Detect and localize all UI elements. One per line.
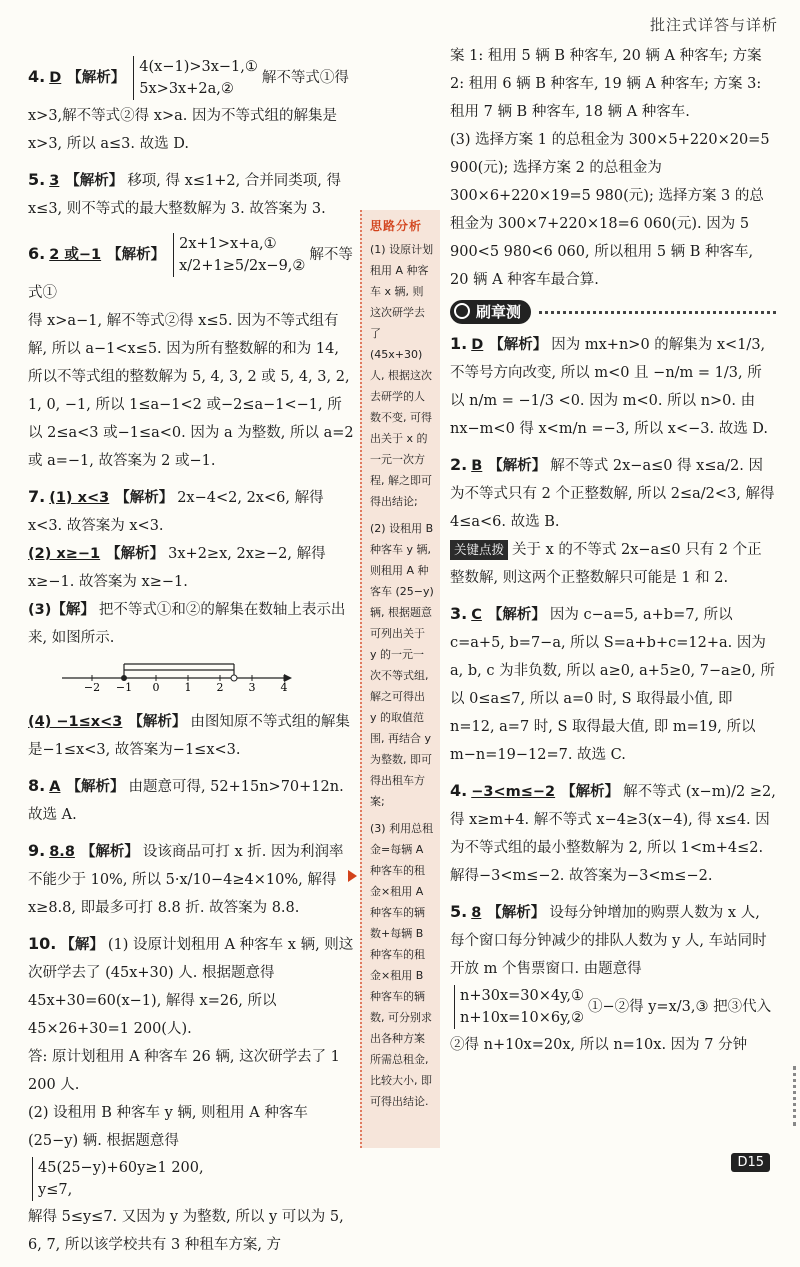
- analysis-tag: 【解析】: [65, 173, 124, 189]
- answer-value: (2) x≥−1: [28, 546, 101, 562]
- analysis-tag: 【解析】: [107, 247, 166, 263]
- sidebar-note-3: (3) 利用总租金=每辆 A 种客车的租金×租用 A 种客车的辆数+每辆 B 种客车的租金×租用 B 种客车的辆数, 可分别求出各种方案所需总租金, 比较大小, 即可得出结论.: [370, 822, 434, 1108]
- system-line-2: x/2+1≥5/2x−9,②: [179, 258, 306, 274]
- sidebar-note-1: (1) 设原计划租用 A 种客车 x 辆, 则这次研学去了 (45x+30) 人, 根据这次去研学的人数不变, 可得出关于 x 的一元一次方程, 解之即可得出结论;: [370, 243, 434, 508]
- question-number: 9.: [28, 841, 46, 860]
- question-number: 5.: [28, 170, 46, 189]
- answer-part-1: (1) x<3: [49, 490, 110, 506]
- answer-text: 把不等式①和②的解集在数轴上表示出来, 如图所示.: [28, 602, 346, 646]
- answer-8: [28, 772, 354, 829]
- answer-text: 解不等式①: [28, 247, 353, 301]
- answer-text: 解不等式①得: [261, 70, 349, 86]
- answer-5: [28, 166, 354, 223]
- pointer-arrow-icon: [348, 870, 357, 882]
- inequality-system: [173, 233, 305, 277]
- answer-text: 解不等式 2x−a≤0 得 x≤a/2. 因为不等式只有 2 个正整数解, 所以 2≤a/2<3, 解得 4≤a<6. 故选 B.: [450, 458, 775, 530]
- analysis-tag: 【解析】: [488, 458, 547, 474]
- answer-part-2: [28, 540, 354, 596]
- edge-decoration: [781, 1066, 796, 1126]
- analysis-tag: 【解析】: [80, 844, 139, 860]
- chapter-answer-4: [450, 777, 776, 890]
- answer-text: 2x−4<2, 2x<6, 解得 x<3. 故答案为 x<3.: [28, 490, 324, 534]
- analysis-tag: 【解析】: [106, 546, 165, 562]
- equation-system: [454, 985, 584, 1029]
- answer-choice: C: [471, 607, 482, 623]
- answer-choice: D: [49, 70, 62, 86]
- answer-7: [28, 483, 354, 764]
- answer-choice: B: [471, 458, 483, 474]
- answer-text: [450, 983, 776, 1059]
- dotted-divider: [539, 311, 776, 314]
- question-number: 10.: [28, 934, 57, 953]
- answer-choice: 2 或−1: [49, 247, 102, 263]
- system-line-1: 45(25−y)+60y≥1 200,: [38, 1160, 204, 1176]
- question-number: 5.: [450, 902, 468, 921]
- right-column: [450, 42, 776, 1067]
- answer-text: 3x+2≥x, 2x≥−2, 解得 x≥−1. 故答案为 x≥−1.: [28, 546, 326, 590]
- answer-text: 设该商品可打 x 折. 因为利润率不能少于 10%, 所以 5·x/10−4≥4×10%, 解得 x≥8.8, 即最多可打 8.8 折. 故答案为 8.8.: [28, 844, 344, 916]
- tick-label: 4: [280, 681, 288, 692]
- question-number: 7.: [28, 487, 46, 506]
- answer-part-4: [28, 708, 354, 764]
- tick-label: 0: [152, 681, 160, 692]
- thinking-analysis-sidebar: [360, 210, 440, 1148]
- system-line-1: 2x+1>x+a,①: [179, 236, 277, 252]
- inequality-system: [133, 56, 258, 100]
- question-number: 4.: [28, 67, 46, 86]
- chapter-answer-3: [450, 600, 776, 769]
- answer-text: 因为 c−a=5, a+b=7, 所以 c=a+5, b=7−a, 所以 S=a+b+c=12+a. 因为 a, b, c 为非负数, 所以 a≥0, a+5≥0, 7−a≥0, 所以 0≤a≤7, 所以 a=0 时, S 取得最小值, 即 n=12, a=7 时, S 取得最大值, 即 m=19, 所以 m−n=19−12=7. 故选 C.: [450, 607, 775, 763]
- analysis-tag: 【解析】: [128, 714, 187, 730]
- key-point-text: 关于 x 的不等式 2x−a≤0 只有 2 个正整数解, 则这两个正整数解只可能是 1 和 2.: [450, 542, 762, 586]
- analysis-tag: 【解析】: [561, 784, 620, 800]
- answer-text: ①−②得 y=x/3,③ 把③代入②得 n+10x=20x, 所以 n=10x. 因为 7 分钟: [450, 999, 772, 1053]
- answer-10: [28, 930, 354, 1259]
- system-line-1: n+30x=30×4y,①: [460, 988, 584, 1004]
- section-badge: 刷章测: [450, 300, 531, 324]
- inequality-system: [32, 1157, 204, 1201]
- tick-label: −1: [115, 681, 133, 692]
- analysis-tag: 【解析】: [489, 337, 548, 353]
- solution-tag: 【解】: [60, 937, 104, 953]
- answer-text: (3) 选择方案 1 的总租金为 300×5+220×20=5 900(元); 选择方案 2 的总租金为 300×6+220×19=5 980(元); 选择方案 3 的总租金为 300×7+220×18=6 060(元). 因为 5 900<5 980<6 060, 所以租用 5 辆 B 种客车, 20 辆 A 种客车最合算.: [450, 132, 770, 288]
- answer-9: [28, 837, 354, 922]
- answer-part-2: [28, 1099, 354, 1203]
- question-number: 4.: [450, 781, 468, 800]
- question-number: 3.: [450, 604, 468, 623]
- system-line-2: y≤7,: [38, 1182, 73, 1198]
- analysis-tag: 【解析】: [115, 490, 174, 506]
- tick-label: 2: [216, 681, 224, 692]
- question-number: 8.: [28, 776, 46, 795]
- answer-text: 案 1: 租用 5 辆 B 种客车, 20 辆 A 种客车; 方案 2: 租用 6 辆 B 种客车, 19 辆 A 种客车; 方案 3: 租用 7 辆 B 种客车, 18 辆 A 种客车.: [450, 48, 762, 120]
- page-number: D15: [731, 1153, 770, 1172]
- answer-part-3: [28, 596, 354, 652]
- answer-text: (2) 设租用 B 种客车 y 辆, 则租用 A 种客车 (25−y) 辆. 根据题意得: [28, 1105, 308, 1149]
- answer-text: (1) 设原计划租用 A 种客车 x 辆, 则这次研学去了 (45x+30) 人. 根据题意得 45x+30=60(x−1), 解得 x=26, 所以 45×26+30=1 200(人).: [28, 937, 354, 1037]
- answer-6: [28, 231, 354, 475]
- analysis-tag: 【解析】: [487, 607, 546, 623]
- section-header: [450, 300, 776, 324]
- answer-text: 因为 mx+n>0 的解集为 x<1/3, 不等号方向改变, 所以 m<0 且 −n/m = 1/3, 所以 n/m = −1/3 <0. 因为 m<0. 所以 n>0. 由 nx−m<0 得 x<m/n =−3, 所以 x<−3. 故选 D.: [450, 337, 769, 437]
- answer-text: 由图知原不等式组的解集是−1≤x<3, 故答案为−1≤x<3.: [28, 714, 350, 758]
- tick-label: −2: [83, 681, 101, 692]
- answer-choice: 8: [471, 905, 482, 921]
- answer-4: [28, 54, 354, 158]
- analysis-tag: 【解析】: [487, 905, 546, 921]
- question-number: 6.: [28, 244, 46, 263]
- answer-value: (4) −1≤x<3: [28, 714, 123, 730]
- system-line-1: 4(x−1)>3x−1,①: [139, 59, 258, 75]
- key-point-tag: 关键点拨: [450, 540, 508, 560]
- answer-choice: A: [49, 779, 61, 795]
- answer-text: x>3,解不等式②得 x>a. 因为不等式组的解集是 x>3, 所以 a≤3. 故选 D.: [28, 108, 337, 152]
- tick-label: 1: [184, 681, 192, 692]
- answer-text: 得 x>a−1, 解不等式②得 x≤5. 因为不等式组有解, 所以 a−1<x≤5. 因为所有整数解的和为 14, 所以不等式组的整数解为 5, 4, 3, 2 或 5, 4, 3, 2, 1, 0, −1, 所以 1≤a−1<2 或−2≤a−1<−1, 所以 2≤a<3 或−1≤a<0. 因为 a 为整数, 所以 a=2 或 a=−1, 故答案为 2 或−1.: [28, 313, 354, 469]
- system-line-2: n+10x=10×6y,②: [460, 1010, 584, 1026]
- open-point-icon: [231, 675, 237, 681]
- analysis-tag: 【解析】: [67, 70, 126, 86]
- answer-choice: −3<m≤−2: [471, 784, 556, 800]
- answer-choice: 3: [49, 173, 60, 189]
- chapter-answer-5: [450, 898, 776, 1059]
- page-header: 批注式详答与详析: [649, 16, 778, 34]
- system-line-2: 5x>3x+2a,②: [139, 81, 234, 97]
- sidebar-note-2: (2) 设租用 B 种客车 y 辆, 则租用 A 种客车 (25−y) 辆, 根据题意可列出关于 y 的一元一次不等式组, 解之可得出 y 的取值范围, 再结合 y 为整数, 即可得出租车方案;: [370, 522, 434, 808]
- question-number: 2.: [450, 455, 468, 474]
- answer-text: 解不等式 (x−m)/2 ≥2, 得 x≥m+4. 解不等式 x−4≥3(x−4), 得 x≤4. 因为不等式组的最小整数解为 2, 所以 1<m+4≤2. 解得−3<m≤−2. 故答案为−3<m≤−2.: [450, 784, 776, 884]
- answer-choice: 8.8: [49, 844, 75, 860]
- answer-choice: D: [471, 337, 484, 353]
- answer-text: 设每分钟增加的购票人数为 x 人, 每个窗口每分钟减少的排队人数为 y 人, 车站同时开放 m 个售票窗口. 由题意得: [450, 905, 767, 977]
- answer-text: 解得 5≤y≤7. 又因为 y 为整数, 所以 y 可以为 5, 6, 7, 所以该学校共有 3 种租车方案, 方: [28, 1209, 344, 1253]
- chapter-answer-2: [450, 451, 776, 592]
- key-point: [450, 536, 776, 592]
- question-number: 1.: [450, 334, 468, 353]
- analysis-tag: 【解析】: [66, 779, 125, 795]
- sidebar-title: 思路分析: [370, 219, 423, 233]
- number-line-figure: [62, 656, 292, 692]
- left-column: [28, 54, 354, 1267]
- answer-text: 移项, 得 x≤1+2, 合并同类项, 得 x≤3, 则不等式的最大整数解为 3. 故答案为 3.: [28, 173, 342, 217]
- chapter-answer-1: [450, 330, 776, 443]
- tick-label: 3: [248, 681, 256, 692]
- closed-point-icon: [121, 675, 127, 681]
- answer-statement: 答: 原计划租用 A 种客车 26 辆, 这次研学去了 1 200 人.: [28, 1049, 340, 1093]
- solution-tag: (3)【解】: [28, 602, 95, 618]
- answer-text: 由题意可得, 52+15n>70+12n. 故选 A.: [28, 779, 344, 823]
